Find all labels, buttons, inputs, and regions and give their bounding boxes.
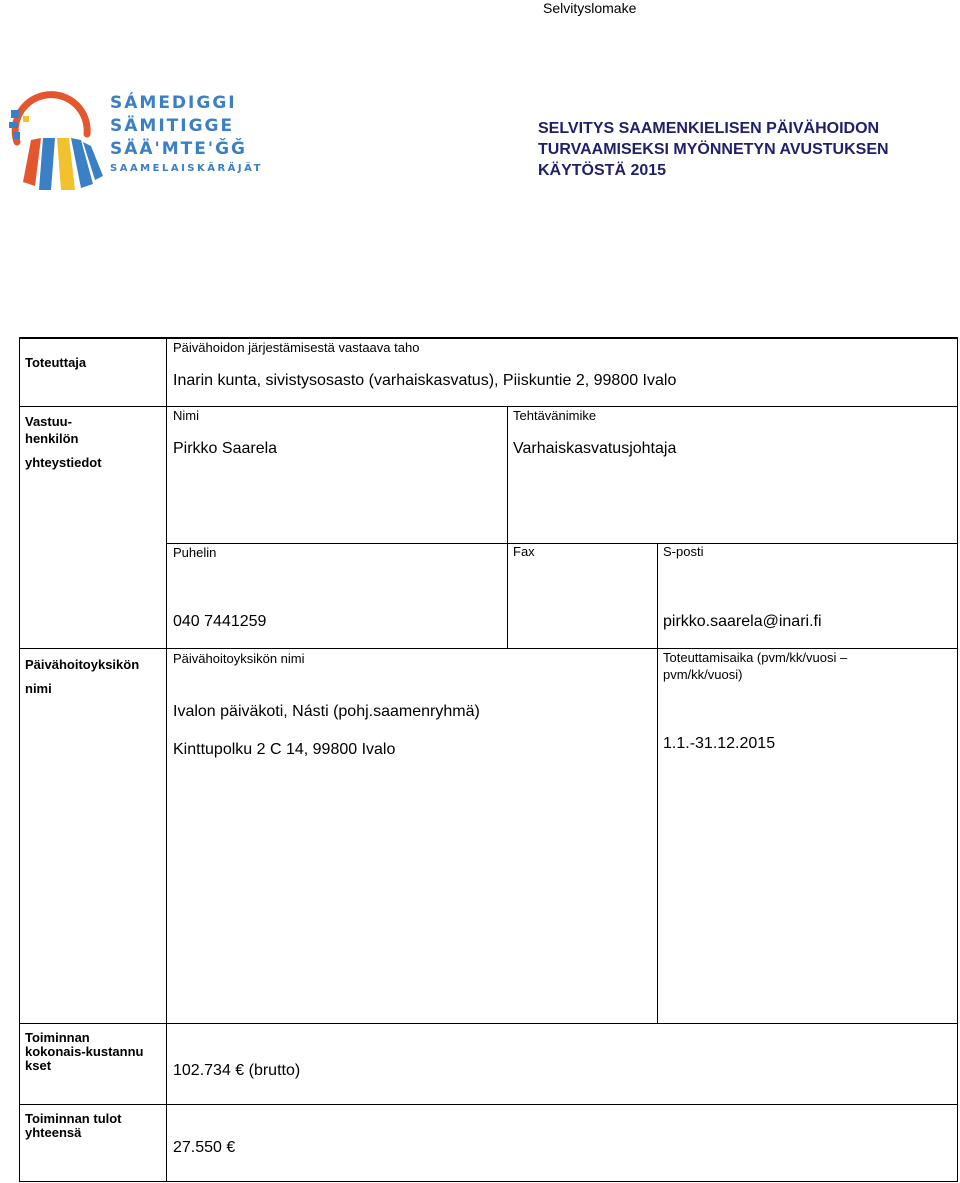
- puhelin-label: Puhelin: [173, 545, 217, 560]
- vastuuhenkilo-label-1: Vastuu-: [25, 414, 72, 429]
- kustannukset-label-2: kokonais-kustannu: [25, 1044, 144, 1059]
- yksikko-label-2: nimi: [25, 681, 52, 696]
- sposti-value[interactable]: pirkko.saarela@inari.fi: [663, 613, 822, 630]
- logo-line-4: SAAMELAISKÄRÄJÄT: [110, 163, 263, 174]
- tehtavanimike-value[interactable]: Varhaiskasvatusjohtaja: [513, 440, 677, 457]
- toteuttamisaika-value[interactable]: 1.1.-31.12.2015: [663, 735, 776, 752]
- tehtavanimike-label: Tehtävänimike: [513, 408, 597, 423]
- fax-label: Fax: [513, 544, 535, 559]
- kustannukset-label-3: kset: [25, 1058, 52, 1073]
- row-divider-1: [19, 406, 958, 407]
- title-line-1: SELVITYS SAAMENKIELISEN PÄIVÄHOIDON: [538, 120, 880, 137]
- toteuttaja-value[interactable]: Inarin kunta, sivistysosasto (varhaiskasvatus), Piiskuntie 2, 99800 Ivalo: [173, 372, 677, 389]
- kustannukset-label-1: Toiminnan: [25, 1030, 90, 1045]
- document-type-label: Selvityslomake: [543, 0, 637, 16]
- vastuuhenkilo-label-2: henkilön: [25, 431, 79, 446]
- table-border-bottom: [19, 1181, 958, 1182]
- toteuttamisaika-label-2: pvm/kk/vuosi): [663, 667, 743, 682]
- yksikko-value-name[interactable]: Ivalon päiväkoti, Násti (pohj.saamenryhmä): [173, 703, 480, 720]
- puhelin-value[interactable]: 040 7441259: [173, 613, 267, 630]
- yksikko-field-label: Päivähoitoyksikön nimi: [173, 651, 305, 666]
- label-column-divider: [166, 337, 167, 1182]
- nimi-value[interactable]: Pirkko Saarela: [173, 440, 278, 457]
- row-divider-4: [19, 1023, 958, 1024]
- kustannukset-value[interactable]: 102.734 € (brutto): [173, 1062, 301, 1079]
- row-divider-2: [166, 543, 958, 544]
- table-border-right: [957, 337, 958, 1182]
- tulot-value[interactable]: 27.550 €: [173, 1139, 236, 1156]
- row-divider-3: [19, 648, 958, 649]
- table-border-left: [19, 337, 20, 1182]
- nimi-label: Nimi: [173, 408, 199, 423]
- logo-line-1: SÁMEDIGGI: [110, 93, 237, 113]
- toteuttaja-field-label: Päivähoidon järjestämisestä vastaava taho: [173, 340, 420, 355]
- yksikko-value-address[interactable]: Kinttupolku 2 C 14, 99800 Ivalo: [173, 741, 396, 758]
- toteuttamisaika-label-1: Toteuttamisaika (pvm/kk/vuosi –: [663, 650, 848, 665]
- samediggi-emblem-icon: [3, 86, 108, 196]
- toteuttaja-label: Toteuttaja: [25, 355, 87, 370]
- vastuuhenkilo-label-3: yhteystiedot: [25, 455, 102, 470]
- column-divider-unit-period: [657, 648, 658, 1023]
- column-divider-fax-email: [657, 543, 658, 648]
- row-divider-5: [19, 1104, 958, 1105]
- document-title: [538, 118, 889, 181]
- tulot-label-2: yhteensä: [25, 1125, 82, 1140]
- logo-line-3: SÄÄ'MTE'ǦǦ: [110, 139, 247, 159]
- logo-line-2: SÄMITIGGE: [110, 116, 235, 136]
- tulot-label-1: Toiminnan tulot: [25, 1111, 122, 1126]
- samediggi-logo: [3, 86, 263, 196]
- table-border-top: [19, 337, 958, 339]
- title-line-2: TURVAAMISEKSI MYÖNNETYN AVUSTUKSEN: [538, 141, 889, 158]
- yksikko-label-1: Päivähoitoyksikön: [25, 657, 140, 672]
- sposti-label: S-posti: [663, 544, 704, 559]
- title-line-3: KÄYTÖSTÄ 2015: [538, 162, 667, 179]
- column-divider-name-title: [507, 406, 508, 648]
